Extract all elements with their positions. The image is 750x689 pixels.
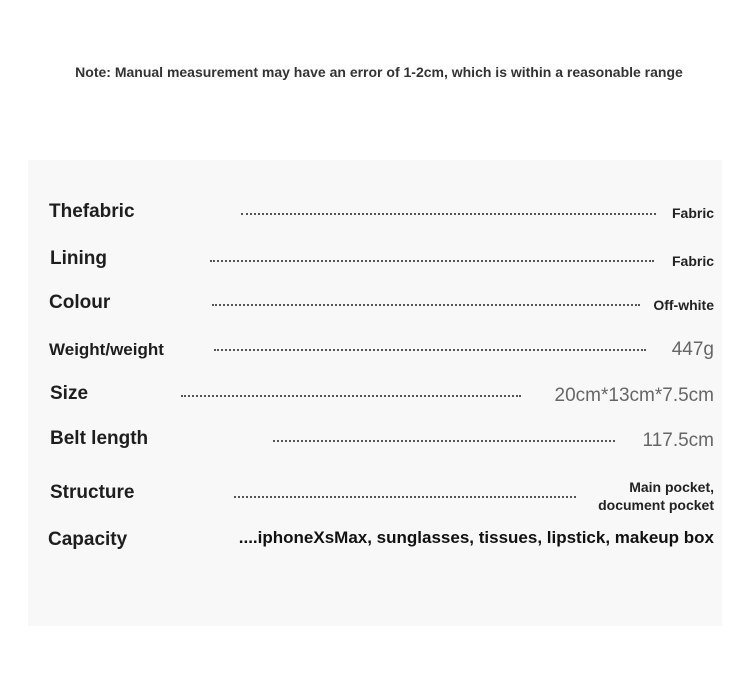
- spec-value-size: 20cm*13cm*7.5cm: [554, 385, 714, 406]
- leader-dots: [214, 349, 646, 351]
- spec-value-lining: Fabric: [671, 253, 714, 269]
- spec-value-capacity: ....iphoneXsMax, sunglasses, tissues, lipstick, makeup box: [238, 528, 714, 547]
- structure-line-1: Main pocket,: [629, 479, 714, 495]
- leader-dots: [210, 260, 654, 262]
- spec-value-colour: Off-white: [653, 297, 714, 313]
- leader-dots: [212, 304, 640, 306]
- leader-dots: [273, 440, 615, 442]
- spec-value-fabric: Fabric: [671, 205, 714, 221]
- spec-label-weight: Weight/weight: [49, 340, 164, 359]
- spec-label-size: Size: [50, 383, 89, 404]
- leader-dots: [181, 395, 521, 397]
- spec-label-structure: Structure: [50, 482, 135, 503]
- spec-label-belt-length: Belt length: [50, 428, 149, 449]
- spec-panel: [28, 160, 722, 626]
- leader-dots: [241, 213, 656, 215]
- measurement-note: Note: Manual measurement may have an error of 1-2cm, which is within a reasonable range: [75, 64, 683, 80]
- spec-value-belt-length: 117.5cm: [642, 430, 714, 451]
- spec-label-lining: Lining: [50, 248, 107, 269]
- spec-label-fabric: Thefabric: [49, 201, 135, 222]
- spec-value-structure: [598, 478, 714, 514]
- spec-label-colour: Colour: [49, 292, 111, 313]
- spec-label-capacity: Capacity: [48, 529, 128, 550]
- leader-dots: [234, 496, 576, 498]
- spec-value-weight: 447g: [671, 339, 714, 360]
- structure-line-2: document pocket: [598, 497, 714, 513]
